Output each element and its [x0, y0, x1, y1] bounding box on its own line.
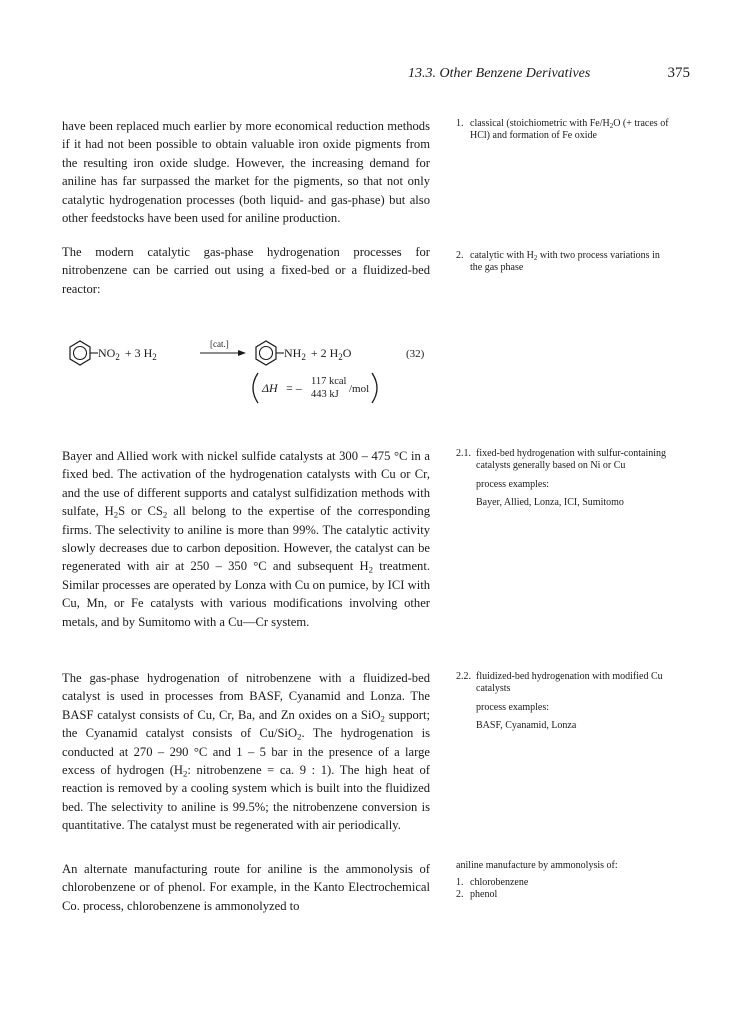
delta-h-label: ΔH	[262, 381, 278, 395]
sidenote-3	[456, 860, 670, 900]
kcal-value: 117 kcal	[311, 376, 347, 387]
sidenote-number: 2.1.	[456, 448, 471, 459]
sidenote-text: fluidized-bed hydrogenation with modified Cu catalysts	[476, 671, 663, 694]
sidenote-text: catalytic with $H_2$ with two process variations in the gas phase	[470, 250, 660, 273]
sidenote-number: 2.	[456, 250, 464, 261]
paragraph-text: The modern catalytic gas-phase hydrogenation processes for nitrobenzene can be carried out using a fixed-bed or a fluidized-bed reactor:	[62, 245, 430, 296]
per-mol-label: /mol	[349, 383, 370, 395]
reactant-label: $NO_2 + 3$ $H_2$	[98, 346, 157, 362]
main-paragraph-5	[62, 860, 430, 915]
paragraph-text: The gas-phase hydrogenation of nitrobenzene with a fluidized-bed catalyst is used in processes from BASF, Cyanamid and Lonza. The BASF catalyst consists of Cu, Cr, Ba, and Zn oxides on a SiO$_2$ support; the Cyanamid catalyst consists of Cu/SiO$_2$. The hydrogenation is conducted at 270 – 290 °C and 1 – 5 bar in the presence of a large excess of hydrogen ($H_2$: nitrobenzene = ca. 9 : 1). The high heat of reaction is removed by a cooling system which is built into the fluidized bed. The selectivity to aniline is 99.5%; the nitrobenzene conversion is quantitative. The catalyst must be regenerated with air periodically.	[62, 671, 431, 833]
benzene-ring-icon	[70, 341, 98, 365]
reaction-arrow-icon	[200, 350, 246, 356]
process-examples-label: process examples:	[476, 478, 550, 490]
benzene-ring-icon	[256, 341, 284, 365]
sidenote-text: classical (stoichiometric with $Fe/H_2O$ (+ traces of HCl) and formation of Fe oxide	[470, 118, 669, 141]
equals-sign: = –	[286, 381, 302, 395]
product-label: $NH_2 + 2$ $H_2O$	[284, 346, 352, 362]
process-examples-list: BASF, Cyanamid, Lonza	[476, 720, 577, 732]
sidenote-text: fixed-bed hydrogenation with sulfur-containing catalysts generally based on Ni or Cu	[476, 448, 667, 471]
paragraph-text: An alternate manufacturing route for aniline is the ammonolysis of chlorobenzene or of phenol. For example, in the Kanto Electrochemical Co. process, chlorobenzene is ammonolyzed to	[62, 862, 430, 913]
reaction-equation	[60, 327, 440, 417]
sidenote-number: 1.	[456, 876, 464, 888]
sidenote-2-2	[456, 671, 670, 732]
catalyst-label: [cat.]	[210, 339, 229, 349]
main-paragraph-2	[62, 243, 430, 298]
paragraph-text: have been replaced much earlier by more economical reduction methods if it had not been possible to obtain valuable iron oxide pigments from the resulting iron oxide sludge. However, the increasing demand for aniline has far surpassed the market for the pigments, so that not only catalytic hydrogenation processes (both liquid- and gas-phase) but also other feedstocks have been used for aniline production.	[62, 119, 430, 226]
process-examples-list: Bayer, Allied, Lonza, ICI, Sumitomo	[476, 497, 624, 509]
kj-value: 443 kJ	[311, 389, 339, 400]
equation-number: (32)	[406, 348, 425, 360]
sidenote-list-item: phenol	[470, 888, 498, 900]
sidenote-title: aniline manufacture by ammonolysis of:	[456, 860, 618, 871]
process-examples-label: process examples:	[476, 701, 550, 713]
sidenote-number: 2.2.	[456, 671, 471, 682]
sidenote-1	[456, 118, 670, 142]
sidenote-number: 1.	[456, 118, 464, 129]
page-number: 375	[667, 65, 690, 81]
sidenote-number: 2.	[456, 888, 464, 900]
main-paragraph-3	[62, 447, 430, 631]
sidenote-2-1	[456, 448, 670, 509]
main-paragraph-4	[62, 669, 430, 835]
section-title: 13.3. Other Benzene Derivatives	[408, 66, 591, 81]
sidenote-2	[456, 250, 670, 274]
paragraph-text: Bayer and Allied work with nickel sulfide catalysts at 300 – 475 °C in a fixed bed. The activation of the hydrogenation catalysts with Cu or Cr, and the use of different supports and catalyst sulfidization methods with sulfate, $H_2S$ or $CS_2$ all belong to the expertise of the corresponding firms. The selectivity to aniline is more than 99%. The catalytic activity slowly decreases due to carbon deposition. However, the catalyst can be regenerated with air at 250 – 350 °C and subsequent $H_2$ treatment. Similar processes are operated by Lonza with Cu on pumice, by ICI with Cu, Mn, or Fe catalysts with various modifications involving other metals, and by Sumitomo with a Cu—Cr system.	[62, 449, 430, 629]
main-paragraph-1	[62, 117, 430, 227]
sidenote-list-item: chlorobenzene	[470, 876, 529, 888]
